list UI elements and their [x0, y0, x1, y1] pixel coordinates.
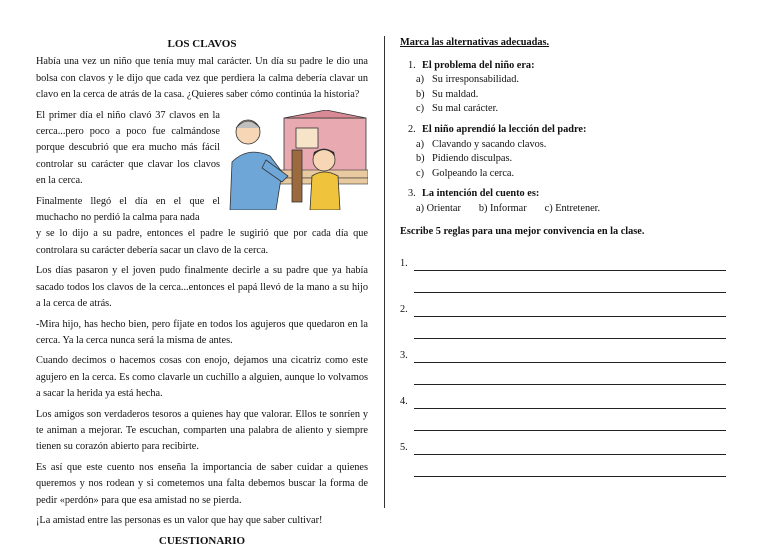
option-a[interactable]: a) Su irresponsabilidad. [416, 74, 519, 86]
rule-line-3[interactable]: 3. [400, 339, 730, 363]
rule-line-4b[interactable] [400, 409, 730, 431]
rule-line-5[interactable]: 5. [400, 431, 730, 455]
questionnaire-title: CUESTIONARIO [158, 535, 246, 548]
column-divider [384, 36, 385, 508]
rules-heading: Escribe 5 reglas para una mejor convivencia en la clase. [400, 225, 645, 237]
question-title: El problema del niño era: [422, 59, 535, 71]
question-number: 2. [408, 123, 416, 135]
story-paragraph-9: ¡La amistad entre las personas es un valor que hay que saber cultivar! [36, 514, 323, 526]
option-b[interactable]: b) Su maldad. [416, 88, 479, 100]
option-a[interactable]: a) Orientar [416, 202, 461, 214]
story-paragraph-4: Los días pasaron y el joven pudo finalmente decirle a su padre que ya había sacado todos los clavos de la cerca...entonces el papá llevó de la mano a su hijo a la cerca de atrás. [36, 265, 368, 310]
story-paragraph-2: El primer día el niño clavó 37 clavos en la cerca...pero poco a poco fue calmándose porque descubrió que era mucho más fácil controlar su carácter que clavar los clavos en la cerca. [36, 109, 220, 187]
story-column [36, 36, 368, 550]
question-2 [400, 123, 730, 181]
question-title: La intención del cuento es: [422, 188, 540, 200]
rule-line-5b[interactable] [400, 455, 730, 477]
question-number: 3. [408, 188, 416, 200]
option-b[interactable]: b) Informar [478, 202, 527, 214]
rule-line-2[interactable]: 2. [400, 293, 730, 317]
rule-line-4[interactable]: 4. [400, 385, 730, 409]
option-c[interactable]: c) Su mal carácter. [416, 103, 499, 115]
rule-line-1[interactable]: 1. [400, 247, 730, 271]
story-paragraph-3a: Finalmente llegó el día en el que el muchacho no perdió la calma para nada [36, 195, 220, 224]
question-3 [400, 187, 730, 216]
story-paragraph-1: Había una vez un niño que tenía muy mal carácter. Un día su padre le dio una bolsa con clavos y le dijo que cada vez que perdiera la calma debería clavar un clavo en la cerca de atrás de la casa. ¿Quieres saber cómo continúa la historia? [36, 56, 368, 101]
option-b[interactable]: b) Pidiendo disculpas. [416, 153, 513, 165]
story-title: LOS CLAVOS [167, 38, 237, 50]
rule-line-3b[interactable] [400, 363, 730, 385]
story-paragraph-8: Es así que este cuento nos enseña la importancia de saber cuidar a quienes queremos y nos rodean y si cometemos una falta debemos buscar la forma de pedir «perdón» para que esa amistad no se pierda. [36, 461, 368, 506]
father-son-illustration [226, 110, 368, 210]
wrapped-text [36, 108, 220, 227]
question-number: 1. [408, 59, 416, 71]
question-title: El niño aprendió la lección del padre: [422, 123, 587, 135]
illustrated-block [36, 108, 368, 227]
rule-line-1b[interactable] [400, 271, 730, 293]
story-paragraph-6: Cuando decimos o hacemos cosas con enojo, dejamos una cicatriz como este agujero en la cerca. Es como clavarle un cuchillo a alguien, aunque lo volvamos a sacar la herida ya está hecha. [36, 355, 368, 400]
option-c[interactable]: c) Golpeando la cerca. [416, 167, 515, 179]
question-1 [400, 59, 730, 117]
option-c[interactable]: c) Entretener. [544, 202, 601, 214]
quiz-heading: Marca las alternativas adecuadas. [400, 37, 550, 48]
quiz-column [400, 36, 730, 477]
option-a[interactable]: a) Clavando y sacando clavos. [416, 138, 547, 150]
story-paragraph-7: Los amigos son verdaderos tesoros a quienes hay que valorar. Ellos te sonríen y te animan a mejorar. Te escuchan, comparten una palabra de aliento y siempre tienen su corazón abierto para recibirte. [36, 408, 368, 453]
story-paragraph-5: -Mira hijo, has hecho bien, pero fíjate en todos los agujeros que quedaron en la cerca. Ya la cerca nunca será la misma de antes. [36, 318, 368, 346]
rule-line-2b[interactable] [400, 317, 730, 339]
story-paragraph-3b: y se lo dijo a su padre, entonces el padre le sugirió que por cada día que controlara su carácter debería sacar un clavo de la cerca. [36, 228, 368, 256]
